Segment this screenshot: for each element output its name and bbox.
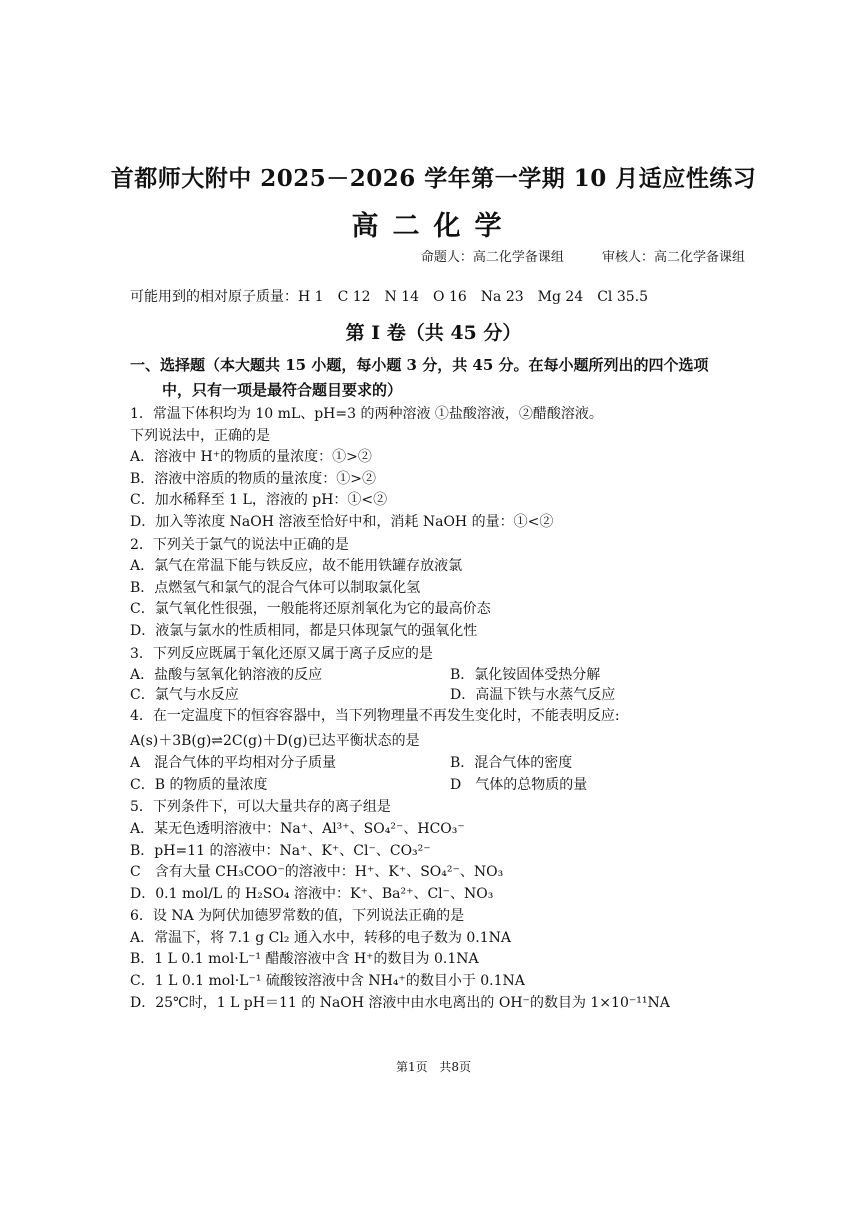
page-footer (0, 1058, 867, 1075)
option-c: C．加水稀释至 1 L，溶液的 pH：①<② (130, 492, 388, 509)
part-title: 第 I 卷（共 45 分） (345, 322, 522, 344)
question-stem: 3．下列反应既属于氧化还原又属于离子反应的是 (130, 645, 433, 662)
option-a: A．常温下，将 7.1 g Cl₂ 通入水中，转移的电子数为 0.1NA (130, 929, 512, 946)
option-a: A 混合气体的平均相对分子质量 (130, 755, 337, 772)
option-c: C．1 L 0.1 mol·L⁻¹ 硫酸铵溶液中含 NH₄⁺的数目小于 0.1NA (130, 973, 525, 990)
subject-title: 高二化学 (351, 211, 516, 242)
option-a: A．某无色透明溶液中：Na⁺、Al³⁺、SO₄²⁻、HCO₃⁻ (130, 820, 465, 837)
question-stem: 5．下列条件下，可以大量共存的离子组是 (130, 799, 391, 816)
option-a: A．盐酸与氢氧化钠溶液的反应 (130, 667, 323, 684)
option-row (130, 752, 750, 774)
page-number: 第1页 (395, 1060, 428, 1074)
option-d: D．0.1 mol/L 的 H₂SO₄ 溶液中：K⁺、Ba²⁺、Cl⁻、NO₃ (130, 885, 494, 902)
option-b: B．氯化铵固体受热分解 (450, 667, 601, 684)
option-row (130, 685, 750, 705)
question-stem: 4．在一定温度下的恒容容器中，当下列物理量不再发生变化时，不能表明反应: (130, 708, 620, 725)
option-d: D．25℃时，1 L pH＝11 的 NaOH 溶液中由水电离出的 OH⁻的数目为 1×10⁻¹¹NA (130, 994, 670, 1011)
question-stem: 1．常温下体积均为 10 mL、pH=3 的两种溶液 ①盐酸溶液，②醋酸溶液。 (130, 406, 603, 422)
option-b: B．pH=11 的溶液中：Na⁺、K⁺、Cl⁻、CO₃²⁻ (130, 842, 431, 859)
option-c: C．氯气与水反应 (130, 687, 239, 704)
option-d: D．高温下铁与水蒸气反应 (450, 687, 616, 704)
exam-title: 首都师大附中 2025－2026 学年第一学期 10 月适应性练习 (110, 165, 757, 192)
question-6 (130, 906, 750, 1014)
option-row (130, 774, 750, 796)
question-content (130, 353, 750, 1014)
question-1 (130, 404, 750, 534)
option-d: D．加入等浓度 NaOH 溶液至恰好中和，消耗 NaOH 的量：①<② (130, 513, 554, 530)
option-d: D 气体的总物质的量 (450, 777, 588, 794)
question-stem: 2．下列关于氯气的说法中正确的是 (130, 536, 349, 553)
question-stem: 6．设 NA 为阿伏加德罗常数的值，下列说法正确的是 (130, 908, 465, 925)
question-5 (130, 797, 750, 905)
option-c: C．B 的物质的量浓度 (130, 777, 268, 794)
option-b: B．点燃氢气和氯气的混合气体可以制取氯化氢 (130, 579, 421, 596)
option-b: B．溶液中溶质的物质的量浓度：①>② (130, 470, 377, 487)
section-heading-line1: 一、选择题（本大题共 15 小题，每小题 3 分，共 45 分。在每小题所列出的四个选项 (130, 356, 709, 374)
option-c: C．氯气氧化性很强，一般能将还原剂氧化为它的最高价态 (130, 601, 491, 618)
option-row (130, 665, 750, 685)
reaction-equation: A(s)＋3B(g)⇌2C(g)＋D(g)已达平衡状态的是 (130, 732, 420, 749)
section-heading-line2: 中，只有一项是最符合题目要求的） (162, 381, 403, 399)
option-d: D．液氯与氯水的性质相同，都是只体现氯气的强氧化性 (130, 622, 478, 639)
author: 命题人：高二化学备课组 (420, 250, 564, 265)
page-total: 共8页 (439, 1060, 472, 1074)
question-substem: 下列说法中，正确的是 (130, 427, 270, 444)
option-a: A．氯气在常温下能与铁反应，故不能用铁罐存放液氯 (130, 558, 463, 575)
author-line (387, 246, 745, 265)
option-a: A．溶液中 H⁺的物质的量浓度：①>② (130, 449, 372, 466)
option-b: B．混合气体的密度 (450, 755, 573, 772)
option-b: B．1 L 0.1 mol·L⁻¹ 醋酸溶液中含 H⁺的数目为 0.1NA (130, 951, 479, 968)
reviewer: 审核人：高二化学备课组 (601, 250, 745, 265)
question-3 (130, 644, 750, 706)
option-c: C 含有大量 CH₃COO⁻的溶液中：H⁺、K⁺、SO₄²⁻、NO₃ (130, 864, 504, 881)
atomic-masses: 可能用到的相对原子质量：H 1 C 12 N 14 O 16 Na 23 Mg 24 Cl 35.5 (130, 289, 649, 305)
question-4 (130, 706, 750, 796)
question-2 (130, 535, 750, 643)
